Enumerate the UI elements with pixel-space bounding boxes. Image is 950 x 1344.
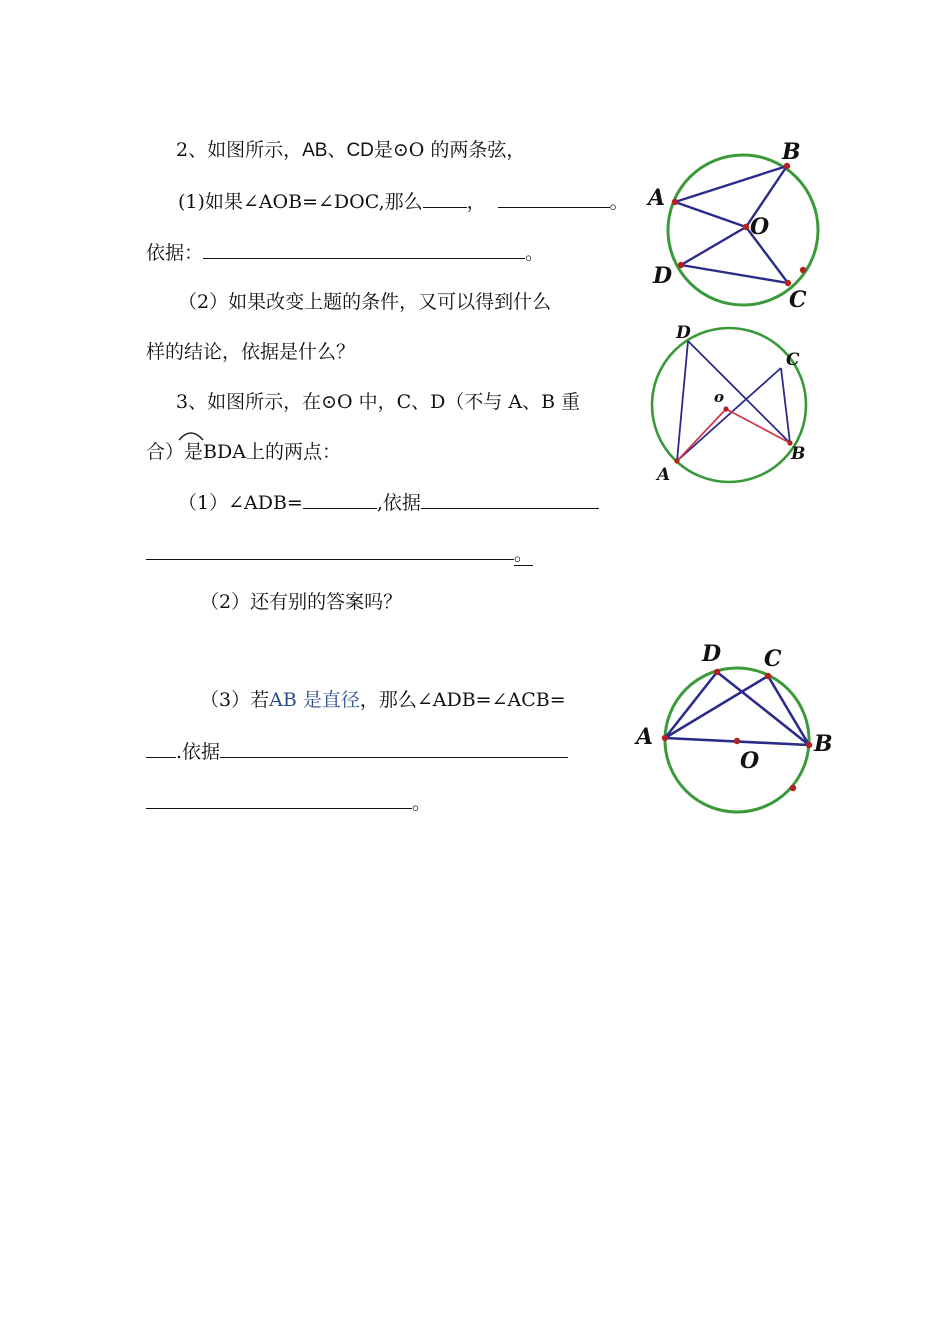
figure-2-point-a (674, 458, 679, 463)
figure-2 (640, 318, 840, 488)
figure-2-label-c: C (786, 350, 800, 370)
figure-3-point-c (765, 673, 771, 679)
figure-1-label-o: O (750, 214, 770, 240)
q3-sub1-text: （1）∠ADB= (178, 492, 303, 514)
figure-1 (640, 135, 840, 315)
figure-3-label-d: D (702, 641, 722, 667)
figure-3-point-d (714, 669, 720, 675)
figure-1-radius-ao (675, 202, 746, 227)
figure-2-label-b: B (791, 444, 806, 464)
q2-intro (176, 138, 525, 163)
figure-3-label-b: B (814, 731, 833, 757)
figure-1-chord-ab (675, 166, 787, 202)
q3-sub3-suffix: ，那么∠ADB=∠ACB= (359, 689, 566, 711)
q3-intro: 3、如图所示，在⊙O 中，C、D（不与 A、B 重 (176, 391, 581, 413)
figure-2-label-d: D (676, 323, 691, 343)
q3-sub1-cont (146, 541, 533, 566)
figure-3-point-extra (790, 785, 796, 791)
figure-3-chord-db (717, 672, 809, 745)
figure-1-point-o (743, 224, 749, 230)
figure-1-label-d: D (653, 263, 673, 289)
figure-1-chord-dc (681, 265, 788, 283)
q3-sub3-blank-1[interactable] (146, 739, 176, 758)
figure-1-label-a: A (648, 185, 666, 211)
q3-sub1 (178, 490, 599, 515)
q3-sub1-blank-3[interactable] (146, 541, 514, 560)
q2-sub1-period: 。 (609, 191, 629, 213)
figure-1-point-a (672, 199, 678, 205)
q3-sub3-basis (146, 739, 568, 764)
q3-sub3-blank-3[interactable] (146, 790, 412, 809)
q3-line2-suffix: 上的两点： (245, 441, 341, 463)
figure-2-label-a: A (657, 465, 671, 485)
q3-sub3-end: 。 (412, 792, 432, 814)
q2-basis-period: 。 (525, 242, 545, 264)
figure-2-circle (652, 328, 806, 482)
figure-1-point-extra (800, 267, 806, 273)
figure-1-label-b: B (782, 139, 801, 165)
q3-sub1-blank-1[interactable] (303, 490, 377, 509)
figure-1-point-c (785, 280, 791, 286)
figure-2-chord-cb (781, 368, 790, 443)
figure-2-chord-db (688, 341, 790, 443)
figure-2-chord-ad (677, 341, 688, 461)
figure-1-point-d (678, 262, 684, 268)
figure-1-radius-do (681, 227, 746, 265)
figure-2-radius-ao (677, 409, 726, 461)
q3-sub3-basis-label: .依据 (176, 741, 221, 763)
q2-intro-prefix: 2、如图所示， (176, 139, 303, 161)
q2-sub1-blank-1[interactable] (423, 189, 467, 208)
q3-sub3-prefix: （3）若 (200, 689, 270, 711)
q2-intro-suffix: 是⊙O 的两条弦， (373, 139, 526, 161)
q3-sub3-diameter: AB 是直径 (269, 689, 360, 711)
q3-line2-prefix: 合）是 (146, 441, 204, 463)
q2-sub1-comma: ， (466, 191, 486, 213)
q2-sub2-line1: （2）如果改变上题的条件，又可以得到什么 (178, 291, 552, 313)
figure-3-point-b (806, 742, 812, 748)
figure-2-label-o: o (714, 388, 725, 406)
figure-3-chord-ac (665, 676, 768, 738)
q2-sub2-line2: 样的结论，依据是什么？ (146, 341, 356, 363)
figure-3-point-a (662, 735, 668, 741)
q3-sub3-cont (146, 790, 431, 815)
q3-sub1-blank-2[interactable] (421, 490, 599, 509)
figure-1-label-c: C (789, 287, 807, 313)
figure-3-point-o (734, 738, 740, 744)
q2-intro-chords: AB、CD (302, 140, 374, 161)
q2-basis (146, 240, 544, 265)
figure-3-label-c: C (764, 646, 782, 672)
q3-sub1-period: 。 (514, 543, 534, 565)
figure-3-label-o: O (740, 748, 760, 774)
q3-sub1-basis: ,依据 (376, 492, 421, 514)
figure-2-point-o (723, 406, 728, 411)
q2-basis-label: 依据： (146, 242, 204, 264)
arc-notation-icon (176, 428, 206, 442)
q2-sub1-text: (1)如果∠AOB=∠DOC,那么 (178, 191, 423, 213)
q3-arc-name: BDA (203, 441, 246, 463)
q3-sub3-blank-2[interactable] (220, 739, 568, 758)
q2-sub1 (178, 189, 629, 214)
q3-intro-line2 (146, 440, 341, 464)
figure-3-label-a: A (636, 724, 654, 750)
figure-3 (630, 640, 840, 820)
figure-2-radius-bo (726, 409, 790, 443)
q2-basis-blank[interactable] (203, 240, 525, 259)
q2-sub1-blank-2[interactable] (498, 189, 610, 208)
q3-sub2: （2）还有别的答案吗？ (200, 591, 403, 613)
q3-sub3 (200, 688, 566, 712)
